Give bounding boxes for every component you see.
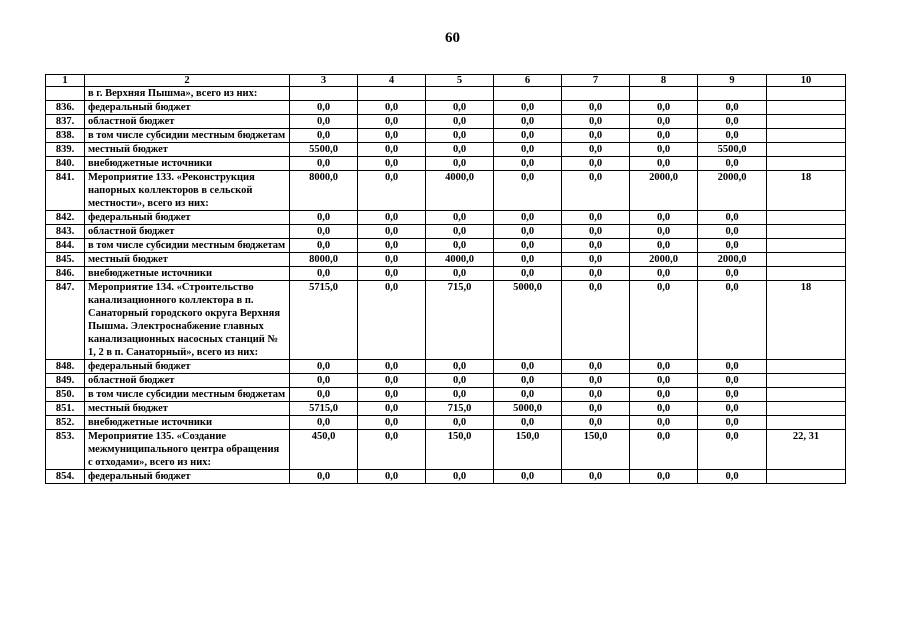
target-indicator-cell: [767, 416, 846, 430]
row-label: областной бюджет: [85, 225, 290, 239]
value-cell: 0,0: [562, 416, 630, 430]
target-indicator-cell: [767, 402, 846, 416]
value-cell: 2000,0: [630, 253, 698, 267]
value-cell: 0,0: [630, 402, 698, 416]
value-cell: 0,0: [698, 430, 767, 470]
table-row: [46, 470, 846, 484]
column-header: 4: [358, 75, 426, 87]
value-cell: 0,0: [630, 211, 698, 225]
value-cell: 0,0: [290, 388, 358, 402]
row-number: 839.: [46, 143, 85, 157]
value-cell: 0,0: [630, 470, 698, 484]
row-label: федеральный бюджет: [85, 360, 290, 374]
value-cell: 0,0: [698, 101, 767, 115]
value-cell: 0,0: [494, 129, 562, 143]
row-number: 851.: [46, 402, 85, 416]
value-cell: 5000,0: [494, 402, 562, 416]
value-cell: 0,0: [426, 416, 494, 430]
value-cell: 0,0: [630, 129, 698, 143]
target-indicator-cell: [767, 239, 846, 253]
row-label: областной бюджет: [85, 374, 290, 388]
value-cell: 0,0: [630, 101, 698, 115]
row-number: 836.: [46, 101, 85, 115]
value-cell: [494, 87, 562, 101]
row-number: 849.: [46, 374, 85, 388]
value-cell: 0,0: [426, 374, 494, 388]
value-cell: 0,0: [562, 374, 630, 388]
table-row: [46, 129, 846, 143]
value-cell: 0,0: [562, 115, 630, 129]
value-cell: 0,0: [290, 360, 358, 374]
target-indicator-cell: [767, 253, 846, 267]
value-cell: 0,0: [426, 225, 494, 239]
target-indicator-cell: [767, 115, 846, 129]
row-number: 846.: [46, 267, 85, 281]
column-header: 9: [698, 75, 767, 87]
row-label: в том числе субсидии местным бюджетам: [85, 239, 290, 253]
value-cell: 0,0: [290, 470, 358, 484]
value-cell: 150,0: [426, 430, 494, 470]
value-cell: 0,0: [562, 470, 630, 484]
value-cell: 5500,0: [290, 143, 358, 157]
value-cell: 0,0: [494, 470, 562, 484]
row-number: 848.: [46, 360, 85, 374]
value-cell: 150,0: [494, 430, 562, 470]
row-number: 837.: [46, 115, 85, 129]
target-indicator-cell: [767, 129, 846, 143]
row-number: 850.: [46, 388, 85, 402]
target-indicator-cell: 22, 31: [767, 430, 846, 470]
table-row: [46, 157, 846, 171]
value-cell: 0,0: [426, 388, 494, 402]
value-cell: [630, 87, 698, 101]
column-number-header: [46, 75, 846, 87]
value-cell: 0,0: [494, 101, 562, 115]
value-cell: 0,0: [358, 267, 426, 281]
row-number: 842.: [46, 211, 85, 225]
value-cell: 0,0: [630, 157, 698, 171]
row-number: 844.: [46, 239, 85, 253]
value-cell: 0,0: [562, 267, 630, 281]
table-row: [46, 360, 846, 374]
value-cell: 0,0: [494, 115, 562, 129]
target-indicator-cell: [767, 87, 846, 101]
value-cell: 0,0: [698, 157, 767, 171]
value-cell: 0,0: [562, 402, 630, 416]
row-label: Мероприятие 133. «Реконструкция напорных коллекторов в сельской местности», всего из них:: [85, 171, 290, 211]
value-cell: 0,0: [290, 267, 358, 281]
value-cell: 0,0: [698, 115, 767, 129]
column-header: 3: [290, 75, 358, 87]
target-indicator-cell: [767, 267, 846, 281]
value-cell: 450,0: [290, 430, 358, 470]
row-label: Мероприятие 134. «Строительство канализационного коллектора в п. Санаторный городского округа Верхняя Пышма. Электроснабжение главных канализационных насосных станций № 1, 2 в п. Санаторный», всего из них:: [85, 281, 290, 360]
table-row: [46, 115, 846, 129]
value-cell: 0,0: [630, 374, 698, 388]
value-cell: 0,0: [358, 430, 426, 470]
table-row: [46, 211, 846, 225]
value-cell: 2000,0: [698, 253, 767, 267]
target-indicator-cell: [767, 157, 846, 171]
value-cell: 0,0: [290, 115, 358, 129]
value-cell: 0,0: [562, 101, 630, 115]
row-number: [46, 87, 85, 101]
table-row: [46, 101, 846, 115]
value-cell: 0,0: [630, 267, 698, 281]
value-cell: 0,0: [358, 115, 426, 129]
value-cell: 0,0: [358, 388, 426, 402]
row-label: внебюджетные источники: [85, 267, 290, 281]
target-indicator-cell: [767, 225, 846, 239]
value-cell: 715,0: [426, 281, 494, 360]
row-label: внебюджетные источники: [85, 157, 290, 171]
value-cell: 0,0: [426, 211, 494, 225]
value-cell: 0,0: [562, 388, 630, 402]
value-cell: 0,0: [630, 281, 698, 360]
value-cell: 150,0: [562, 430, 630, 470]
column-header: 1: [46, 75, 85, 87]
value-cell: 0,0: [630, 388, 698, 402]
value-cell: 0,0: [358, 281, 426, 360]
value-cell: 0,0: [494, 239, 562, 253]
target-indicator-cell: [767, 211, 846, 225]
value-cell: 0,0: [494, 157, 562, 171]
row-label: в г. Верхняя Пышма», всего из них:: [85, 87, 290, 101]
value-cell: 0,0: [426, 115, 494, 129]
table-row: [46, 388, 846, 402]
target-indicator-cell: [767, 374, 846, 388]
value-cell: 0,0: [698, 416, 767, 430]
row-label: федеральный бюджет: [85, 211, 290, 225]
table-row: [46, 267, 846, 281]
value-cell: 2000,0: [630, 171, 698, 211]
value-cell: 0,0: [562, 171, 630, 211]
value-cell: 0,0: [630, 225, 698, 239]
value-cell: 0,0: [562, 211, 630, 225]
value-cell: 0,0: [494, 171, 562, 211]
row-label: в том числе субсидии местным бюджетам: [85, 129, 290, 143]
value-cell: 0,0: [562, 225, 630, 239]
value-cell: 0,0: [290, 374, 358, 388]
row-number: 854.: [46, 470, 85, 484]
value-cell: 0,0: [494, 374, 562, 388]
value-cell: 0,0: [426, 129, 494, 143]
value-cell: 0,0: [494, 267, 562, 281]
table-row: [46, 281, 846, 360]
table-row: [46, 225, 846, 239]
row-label: местный бюджет: [85, 253, 290, 267]
value-cell: 0,0: [290, 239, 358, 253]
table-row: [46, 374, 846, 388]
row-number: 838.: [46, 129, 85, 143]
row-label: федеральный бюджет: [85, 470, 290, 484]
table-row: [46, 416, 846, 430]
value-cell: 0,0: [358, 171, 426, 211]
target-indicator-cell: [767, 101, 846, 115]
column-header: 8: [630, 75, 698, 87]
value-cell: 0,0: [358, 101, 426, 115]
value-cell: 0,0: [358, 239, 426, 253]
budget-table: [45, 74, 846, 484]
row-label: в том числе субсидии местным бюджетам: [85, 388, 290, 402]
value-cell: 0,0: [290, 211, 358, 225]
value-cell: 0,0: [358, 402, 426, 416]
table-row: [46, 87, 846, 101]
value-cell: 0,0: [494, 143, 562, 157]
value-cell: 0,0: [630, 430, 698, 470]
value-cell: 8000,0: [290, 253, 358, 267]
value-cell: 0,0: [698, 374, 767, 388]
value-cell: 715,0: [426, 402, 494, 416]
value-cell: 0,0: [698, 388, 767, 402]
value-cell: 0,0: [290, 225, 358, 239]
row-number: 847.: [46, 281, 85, 360]
value-cell: 0,0: [426, 239, 494, 253]
value-cell: 0,0: [698, 239, 767, 253]
row-label: федеральный бюджет: [85, 101, 290, 115]
value-cell: 0,0: [494, 388, 562, 402]
row-number: 853.: [46, 430, 85, 470]
value-cell: 0,0: [358, 470, 426, 484]
value-cell: [290, 87, 358, 101]
value-cell: 4000,0: [426, 171, 494, 211]
value-cell: 0,0: [290, 129, 358, 143]
value-cell: 0,0: [494, 360, 562, 374]
value-cell: 0,0: [358, 129, 426, 143]
value-cell: 0,0: [698, 267, 767, 281]
value-cell: [426, 87, 494, 101]
value-cell: 0,0: [358, 225, 426, 239]
value-cell: 0,0: [630, 360, 698, 374]
value-cell: 0,0: [358, 253, 426, 267]
value-cell: 2000,0: [698, 171, 767, 211]
column-header: 2: [85, 75, 290, 87]
value-cell: 4000,0: [426, 253, 494, 267]
value-cell: 0,0: [698, 129, 767, 143]
value-cell: 0,0: [698, 470, 767, 484]
value-cell: 5500,0: [698, 143, 767, 157]
value-cell: 0,0: [426, 360, 494, 374]
value-cell: 0,0: [698, 402, 767, 416]
column-header: 7: [562, 75, 630, 87]
page-number: 60: [445, 30, 460, 46]
row-label: внебюджетные источники: [85, 416, 290, 430]
row-label: местный бюджет: [85, 143, 290, 157]
value-cell: 0,0: [494, 225, 562, 239]
column-header: 5: [426, 75, 494, 87]
value-cell: 0,0: [562, 239, 630, 253]
value-cell: 0,0: [290, 416, 358, 430]
value-cell: 5000,0: [494, 281, 562, 360]
table-row: [46, 143, 846, 157]
value-cell: 0,0: [494, 211, 562, 225]
value-cell: 8000,0: [290, 171, 358, 211]
row-number: 843.: [46, 225, 85, 239]
target-indicator-cell: [767, 470, 846, 484]
value-cell: 0,0: [358, 416, 426, 430]
table-row: [46, 253, 846, 267]
row-number: 840.: [46, 157, 85, 171]
target-indicator-cell: 18: [767, 171, 846, 211]
value-cell: 5715,0: [290, 402, 358, 416]
value-cell: 0,0: [562, 281, 630, 360]
table-row: [46, 402, 846, 416]
value-cell: 0,0: [630, 416, 698, 430]
row-number: 841.: [46, 171, 85, 211]
value-cell: 0,0: [698, 360, 767, 374]
value-cell: 0,0: [426, 470, 494, 484]
value-cell: 0,0: [358, 211, 426, 225]
column-header: 6: [494, 75, 562, 87]
value-cell: 0,0: [630, 143, 698, 157]
value-cell: 0,0: [562, 253, 630, 267]
value-cell: 5715,0: [290, 281, 358, 360]
value-cell: 0,0: [426, 267, 494, 281]
table-row: [46, 171, 846, 211]
value-cell: 0,0: [562, 157, 630, 171]
value-cell: 0,0: [358, 360, 426, 374]
table-row: [46, 239, 846, 253]
value-cell: 0,0: [562, 129, 630, 143]
value-cell: 0,0: [562, 143, 630, 157]
value-cell: 0,0: [358, 143, 426, 157]
value-cell: 0,0: [698, 281, 767, 360]
value-cell: 0,0: [426, 101, 494, 115]
row-label: областной бюджет: [85, 115, 290, 129]
target-indicator-cell: 18: [767, 281, 846, 360]
value-cell: [562, 87, 630, 101]
value-cell: 0,0: [698, 225, 767, 239]
value-cell: 0,0: [494, 253, 562, 267]
value-cell: [698, 87, 767, 101]
table-row: [46, 430, 846, 470]
row-label: местный бюджет: [85, 402, 290, 416]
target-indicator-cell: [767, 360, 846, 374]
value-cell: 0,0: [494, 416, 562, 430]
target-indicator-cell: [767, 388, 846, 402]
value-cell: 0,0: [630, 115, 698, 129]
row-number: 852.: [46, 416, 85, 430]
value-cell: 0,0: [290, 101, 358, 115]
row-number: 845.: [46, 253, 85, 267]
column-header: 10: [767, 75, 846, 87]
value-cell: 0,0: [698, 211, 767, 225]
value-cell: 0,0: [290, 157, 358, 171]
value-cell: 0,0: [358, 157, 426, 171]
target-indicator-cell: [767, 143, 846, 157]
value-cell: 0,0: [426, 157, 494, 171]
value-cell: [358, 87, 426, 101]
row-label: Мероприятие 135. «Создание межмуниципального центра обращения с отходами», всего из них:: [85, 430, 290, 470]
value-cell: 0,0: [426, 143, 494, 157]
value-cell: 0,0: [630, 239, 698, 253]
value-cell: 0,0: [358, 374, 426, 388]
value-cell: 0,0: [562, 360, 630, 374]
